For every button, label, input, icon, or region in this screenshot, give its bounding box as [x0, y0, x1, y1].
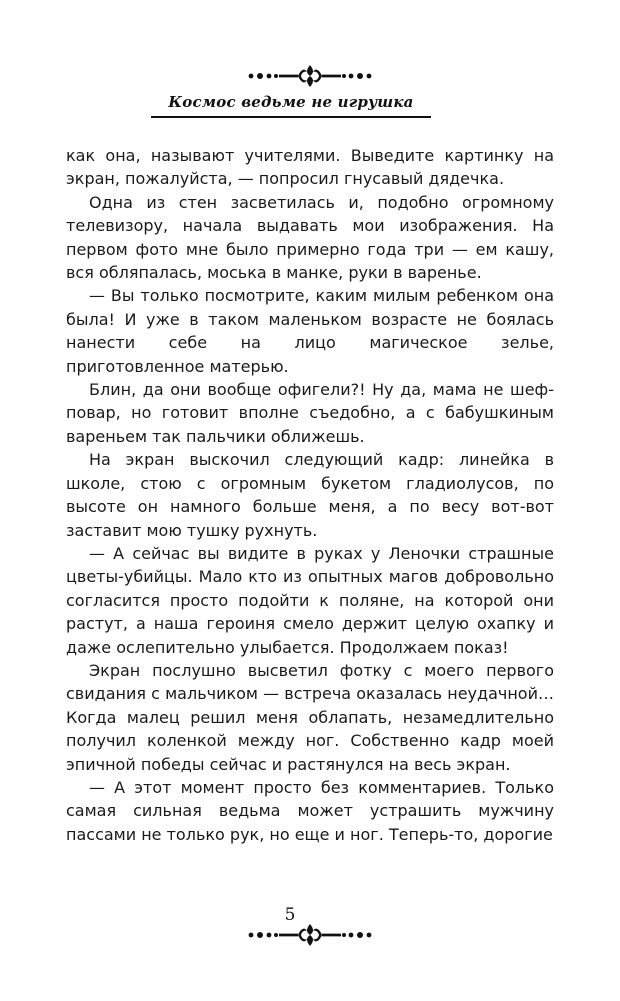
- paragraph-1: как она, называют учителями. Выведите картинку на экран, пожалуйста, — попросил гнусавый дядечка.: [66, 146, 554, 189]
- paragraph-3: — Вы только посмотрите, каким милым ребенком она была! И уже в таком маленьком возрасте не боялась нанести себе на лицо магическое зелье, приготовленное матерью.: [66, 286, 554, 376]
- paragraph-4: Блин, да они вообще офигели?! Ну да, мама не шеф-повар, но готовит вполне съедобно, а с бабушкиным вареньем так пальчики оближешь.: [66, 380, 554, 446]
- page-number: 5: [284, 905, 296, 925]
- running-head: Космос ведьме не игрушка: [168, 93, 414, 111]
- paragraph-6: — А сейчас вы видите в руках у Леночки страшные цветы-убийцы. Мало кто из опытных магов добровольно согласится просто подойти к поляне, на которой они растут, а наша героиня смело держит целую охапку и даже ослепительно улыбается. Продолжаем показ!: [66, 543, 554, 657]
- header-rule: [151, 116, 431, 118]
- paragraph-5: На экран выскочил следующий кадр: линейка в школе, стою с огромным букетом гладиолусов, по высоте он намного больше меня, а по весу вот-вот заставит мою тушку рухнуть.: [66, 450, 554, 540]
- paragraph-7: Экран послушно высветил фотку с моего первого свидания с мальчиком — встреча оказалась неудачной… Когда малец решил меня облапать, незамедлительно получил коленкой между ног. Собственно кадр моей эпичной победы сейчас и растянулся на весь экран.: [66, 660, 554, 774]
- paragraph-8: — А этот момент просто без комментариев. Только самая сильная ведьма может устрашить мужчину пассами не только рук, но еще и ног. Теперь-то, дорогие: [66, 777, 554, 844]
- body-text: [66, 144, 554, 846]
- top-ornament-icon: [246, 63, 374, 89]
- paragraph-2: Одна из стен засветилась и, подобно огромному телевизору, начала выдавать мои изображения. На первом фото мне было примерно года три — ем кашу, вся обляпалась, моська в манке, руки в варенье.: [66, 192, 554, 283]
- bottom-ornament-icon: [246, 922, 374, 948]
